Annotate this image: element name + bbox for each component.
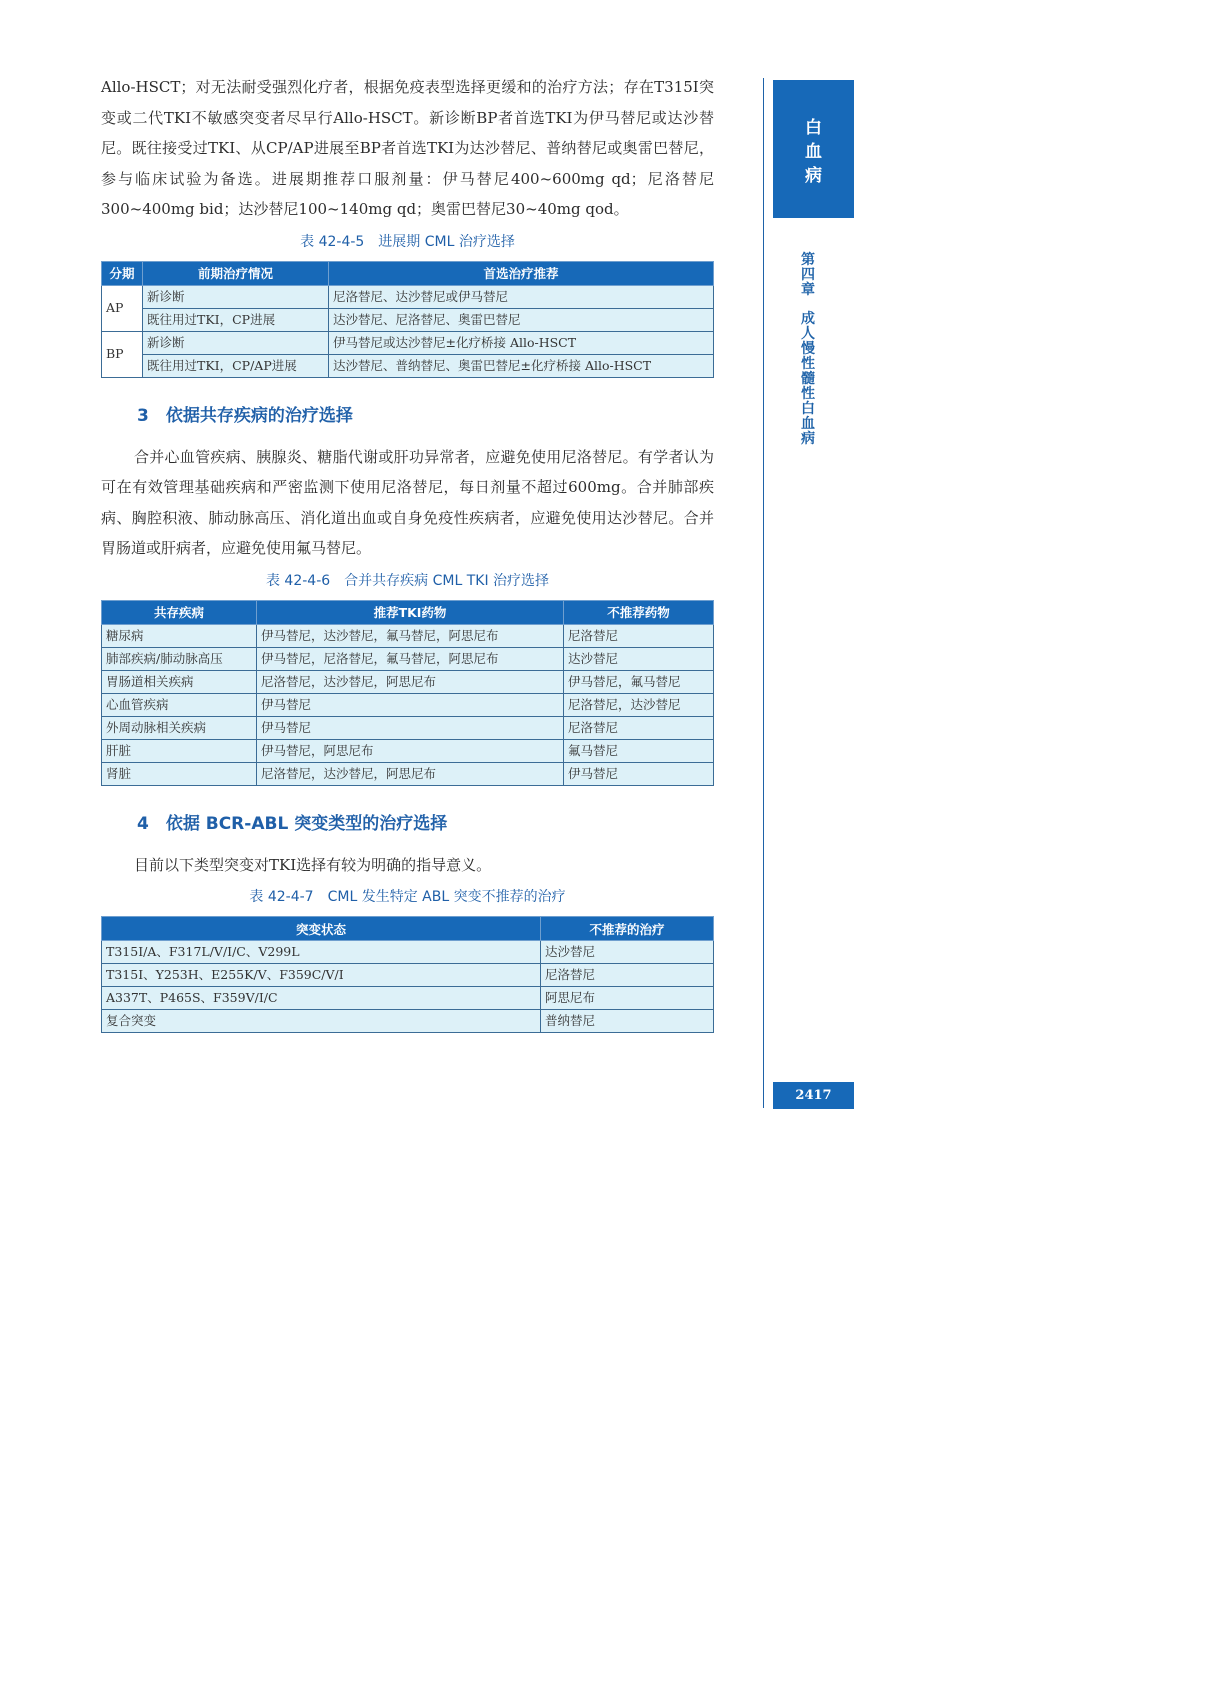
not-recommended-cell: 尼洛替尼 bbox=[564, 624, 714, 647]
header-not-recommended: 不推荐药物 bbox=[564, 600, 714, 624]
table-row bbox=[102, 964, 714, 987]
section-tab bbox=[773, 80, 854, 218]
prior-cell: 既往用过TKI，CP/AP进展 bbox=[143, 354, 329, 377]
header-recommended-tki: 推荐TKI药物 bbox=[257, 600, 564, 624]
not-recommended-cell: 尼洛替尼，达沙替尼 bbox=[564, 693, 714, 716]
section-tab-label: 白血病 bbox=[805, 118, 822, 186]
chapter-title bbox=[798, 253, 818, 447]
not-recommended-cell: 伊马替尼 bbox=[564, 762, 714, 785]
table-row bbox=[102, 285, 714, 308]
table-header-row bbox=[102, 917, 714, 941]
comorbidity-cell: 肾脏 bbox=[102, 762, 257, 785]
header-recommendation: 首选治疗推荐 bbox=[329, 261, 714, 285]
table-header-row bbox=[102, 261, 714, 285]
comorbidity-cell: 心血管疾病 bbox=[102, 693, 257, 716]
table-header-row bbox=[102, 600, 714, 624]
table-row bbox=[102, 670, 714, 693]
stage-cell: AP bbox=[102, 285, 143, 331]
mutation-cell: 复合突变 bbox=[102, 1010, 541, 1033]
header-comorbidity: 共存疾病 bbox=[102, 600, 257, 624]
rec-cell: 伊马替尼或达沙替尼±化疗桥接 Allo-HSCT bbox=[329, 331, 714, 354]
comorbidity-cell: 外周动脉相关疾病 bbox=[102, 716, 257, 739]
comorbidity-cell: 肝脏 bbox=[102, 739, 257, 762]
header-stage: 分期 bbox=[102, 261, 143, 285]
prior-cell: 新诊断 bbox=[143, 285, 329, 308]
page-number: 2417 bbox=[773, 1082, 854, 1109]
mutation-cell: T315I/A、F317L/V/I/C、V299L bbox=[102, 941, 541, 964]
table-row bbox=[102, 739, 714, 762]
mutation-cell: T315I、Y253H、E255K/V、F359C/V/I bbox=[102, 964, 541, 987]
intro-paragraph: Allo-HSCT；对无法耐受强烈化疗者，根据免疫表型选择更缓和的治疗方法；存在T315I突变或二代TKI不敏感突变者尽早行Allo-HSCT。新诊断BP者首选TKI为伊马替尼或达沙替尼。既往接受过TKI、从CP/AP进展至BP者首选TKI为达沙替尼、普纳替尼或奥雷巴替尼，参与临床试验为备选。进展期推荐口服剂量：伊马替尼400~600mg qd；尼洛替尼300~400mg bid；达沙替尼100~140mg qd；奥雷巴替尼30~40mg qod。 bbox=[101, 78, 714, 218]
recommended-cell: 伊马替尼，达沙替尼，氟马替尼，阿思尼布 bbox=[257, 624, 564, 647]
header-not-recommended-treatment: 不推荐的治疗 bbox=[541, 917, 714, 941]
prior-cell: 新诊断 bbox=[143, 331, 329, 354]
table-row bbox=[102, 693, 714, 716]
chapter-name: 成人慢性髓性白血病 bbox=[801, 311, 815, 447]
recommended-cell: 尼洛替尼，达沙替尼，阿思尼布 bbox=[257, 762, 564, 785]
comorbidity-cell: 胃肠道相关疾病 bbox=[102, 670, 257, 693]
table-row bbox=[102, 1010, 714, 1033]
not-recommended-cell: 尼洛替尼 bbox=[541, 964, 714, 987]
table2-caption: 表 42-4-6 合并共存疾病 CML TKI 治疗选择 bbox=[265, 572, 550, 589]
main-content bbox=[101, 72, 714, 1033]
stage-cell: BP bbox=[102, 331, 143, 377]
header-prior-treatment: 前期治疗情况 bbox=[143, 261, 329, 285]
table3-caption: 表 42-4-7 CML 发生特定 ABL 突变不推荐的治疗 bbox=[249, 889, 566, 905]
table-row bbox=[102, 331, 714, 354]
header-mutation-status: 突变状态 bbox=[102, 917, 541, 941]
not-recommended-cell: 氟马替尼 bbox=[564, 739, 714, 762]
not-recommended-cell: 普纳替尼 bbox=[541, 1010, 714, 1033]
table-row bbox=[102, 308, 714, 331]
table-row bbox=[102, 624, 714, 647]
recommended-cell: 尼洛替尼，达沙替尼，阿思尼布 bbox=[257, 670, 564, 693]
recommended-cell: 伊马替尼，尼洛替尼，氟马替尼，阿思尼布 bbox=[257, 647, 564, 670]
table-mutation bbox=[101, 916, 714, 1033]
recommended-cell: 伊马替尼 bbox=[257, 716, 564, 739]
not-recommended-cell: 达沙替尼 bbox=[541, 941, 714, 964]
chapter-number: 第四章 bbox=[801, 252, 815, 298]
table-row bbox=[102, 941, 714, 964]
table-row bbox=[102, 762, 714, 785]
table-row bbox=[102, 354, 714, 377]
prior-cell: 既往用过TKI，CP进展 bbox=[143, 308, 329, 331]
rec-cell: 达沙替尼、尼洛替尼、奥雷巴替尼 bbox=[329, 308, 714, 331]
rec-cell: 尼洛替尼、达沙替尼或伊马替尼 bbox=[329, 285, 714, 308]
table-advanced-phase bbox=[101, 261, 714, 378]
table-row bbox=[102, 987, 714, 1010]
recommended-cell: 伊马替尼，阿思尼布 bbox=[257, 739, 564, 762]
rec-cell: 达沙替尼、普纳替尼、奥雷巴替尼±化疗桥接 Allo-HSCT bbox=[329, 354, 714, 377]
comorbidity-cell: 糖尿病 bbox=[102, 624, 257, 647]
not-recommended-cell: 达沙替尼 bbox=[564, 647, 714, 670]
table-row bbox=[102, 716, 714, 739]
table-comorbidity bbox=[101, 600, 714, 786]
not-recommended-cell: 尼洛替尼 bbox=[564, 716, 714, 739]
section4-paragraph: 目前以下类型突变对TKI选择有较为明确的指导意义。 bbox=[134, 855, 492, 874]
comorbidity-cell: 肺部疾病/肺动脉高压 bbox=[102, 647, 257, 670]
not-recommended-cell: 阿思尼布 bbox=[541, 987, 714, 1010]
table1-caption: 表 42-4-5 进展期 CML 治疗选择 bbox=[300, 233, 515, 250]
table-row bbox=[102, 647, 714, 670]
not-recommended-cell: 伊马替尼，氟马替尼 bbox=[564, 670, 714, 693]
recommended-cell: 伊马替尼 bbox=[257, 693, 564, 716]
mutation-cell: A337T、P465S、F359V/I/C bbox=[102, 987, 541, 1010]
sidebar-divider bbox=[763, 78, 764, 1108]
section4-heading: 4 依据 BCR-ABL 突变类型的治疗选择 bbox=[137, 813, 448, 834]
section3-paragraph: 合并心血管疾病、胰腺炎、糖脂代谢或肝功异常者，应避免使用尼洛替尼。有学者认为可在有效管理基础疾病和严密监测下使用尼洛替尼，每日剂量不超过600mg。合并肺部疾病、胸腔积液、肺动脉高压、消化道出血或自身免疫性疾病者，应避免使用达沙替尼。合并胃肠道或肝病者，应避免使用氟马替尼。 bbox=[101, 447, 714, 557]
section3-heading: 3 依据共存疾病的治疗选择 bbox=[137, 405, 353, 426]
